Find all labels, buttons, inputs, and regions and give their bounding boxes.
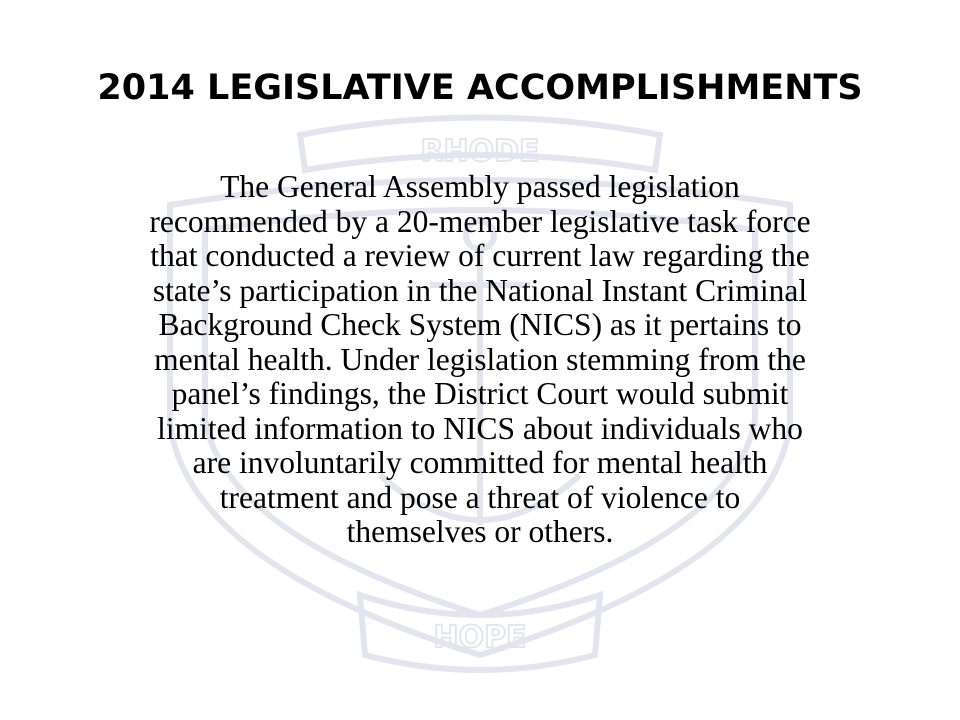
body-line: The General Assembly passed legislation xyxy=(220,169,740,204)
body-line: that conducted a review of current law regarding the xyxy=(150,238,810,273)
body-line: recommended by a 20-member legislative task force xyxy=(149,203,811,239)
body-line: are involuntarily committed for mental health xyxy=(192,445,768,480)
seal-top-text: RHODE xyxy=(420,134,540,169)
body-line: panel’s findings, the District Court would submit xyxy=(171,376,789,411)
body-line: treatment and pose a threat of violence to xyxy=(219,479,741,515)
body-line: themselves or others. xyxy=(346,514,614,549)
body-line: mental health. Under legislation stemming from the xyxy=(154,341,806,377)
slide-body xyxy=(50,170,910,550)
body-line: Background Check System (NICS) as it pertains to xyxy=(158,307,802,342)
slide-title: 2014 LEGISLATIVE ACCOMPLISHMENTS xyxy=(97,68,863,108)
seal-bottom-text: HOPE xyxy=(433,620,527,655)
body-line: limited information to NICS about individuals who xyxy=(157,410,803,446)
body-line: state’s participation in the National Instant Criminal xyxy=(152,272,808,308)
